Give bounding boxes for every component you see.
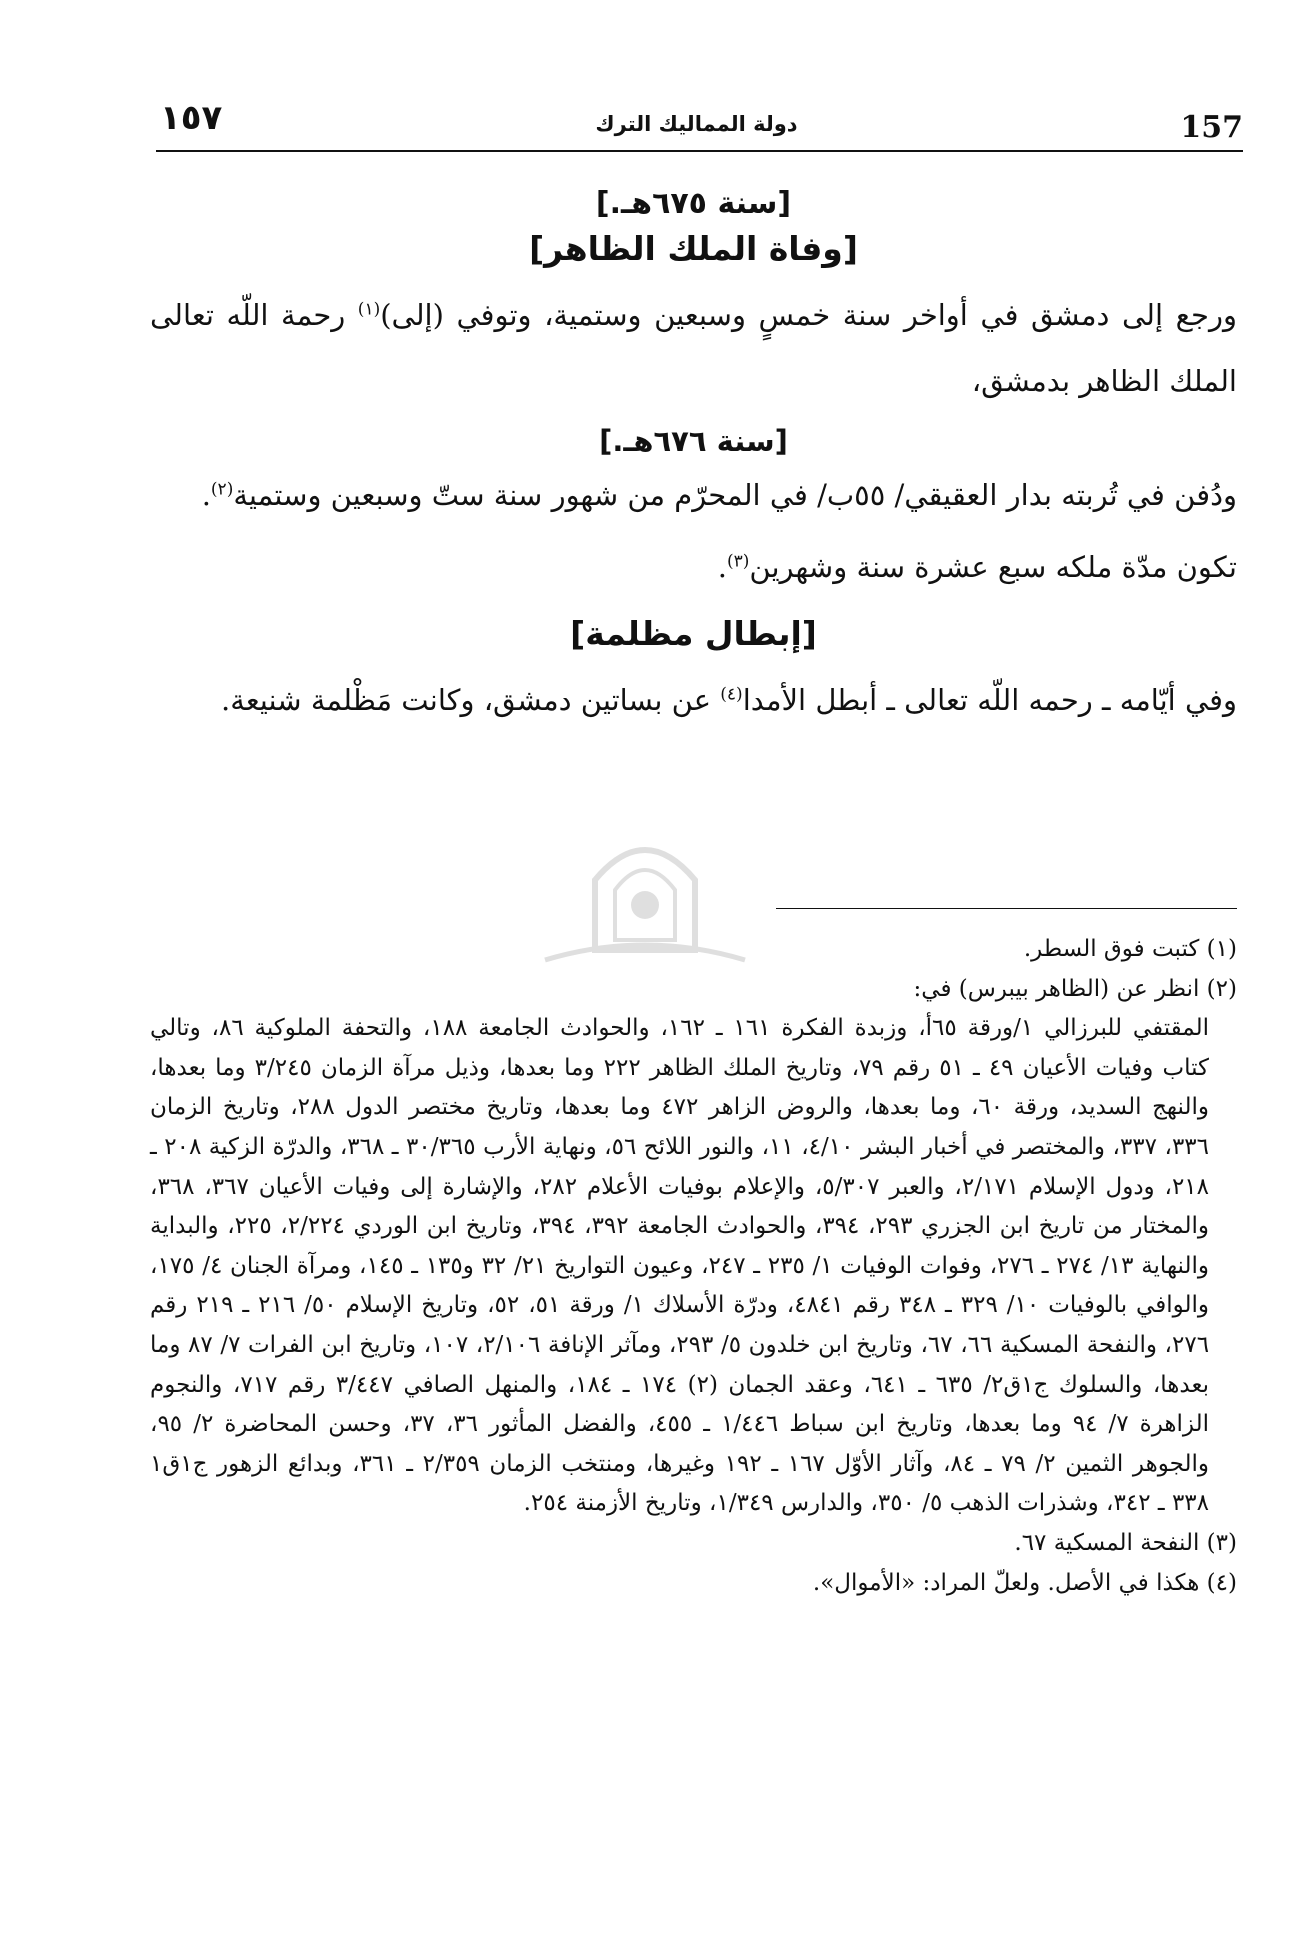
footnote-3: (٣) النفحة المسكية ٦٧. [1014, 1529, 1237, 1556]
paragraph-4-text-a: وفي أيّامه ـ رحمه اللّه تعالى ـ أبطل الأمدا [742, 683, 1237, 717]
year-heading-675: [سنة ٦٧٥هـ.] [595, 186, 792, 221]
paragraph-1 [150, 282, 1237, 414]
footnote-ref-2: (٢) [210, 479, 234, 500]
paragraph-3-text-a: تكون مدّة ملكه سبع عشرة سنة وشهرين [749, 550, 1237, 584]
footnote-2-intro: (٢) انظر عن (الظاهر بيبرس) في: [913, 975, 1237, 1002]
section-heading-abolition: [إبطال مظلمة] [570, 614, 817, 653]
section-heading-death-of-king: [وفاة الملك الظاهر] [529, 229, 858, 268]
page-number-arabic: ١٥٧ [160, 98, 223, 138]
footnote-ref-1: (١) [357, 299, 381, 320]
paragraph-3-text-b: . [717, 550, 727, 584]
year-heading-676: [سنة ٦٧٦هـ.] [599, 424, 788, 458]
paragraph-2-text-a: ودُفن في تُربته بدار العقيقي/ ٥٥ب/ في المحرّم من شهور سنة ستّ وسبعين وستمية [233, 478, 1237, 512]
paragraph-1-text-a: ورجع إلى دمشق في أواخر سنة خمسٍ وسبعين وستمية، وتوفي (إلى) [380, 298, 1237, 332]
paragraph-2 [150, 462, 1237, 528]
page-header [150, 96, 1243, 152]
main-text [150, 186, 1237, 739]
footnote-4: (٤) هكذا في الأصل. ولعلّ المراد: «الأموال». [812, 1569, 1237, 1596]
paragraph-4 [150, 667, 1237, 733]
footnote-1: (١) كتبت فوق السطر. [1023, 936, 1237, 962]
running-title: دولة المماليك الترك [595, 112, 798, 136]
paragraph-3 [150, 534, 1237, 600]
paragraph-4-text-b: عن بساتين دمشق، وكانت مَظْلمة شنيعة. [221, 683, 721, 717]
footnote-2-body: المقتفي للبرزالي ١/ورقة ٦٥أ، وزبدة الفكرة ١٦١ ـ ١٦٢، والحوادث الجامعة ١٨٨، والتحفة الملوكية ٨٦، وتالي كتاب وفيات الأعيان ٤٩ ـ ٥١ رقم ٧٩، وتاريخ الملك الظاهر ٢٢٢ وما بعدها، وذيل مرآة الزمان ٣/٢٤٥ وما بعدها، والنهج السديد، ورقة ٦٠، وما بعدها، والروض الزاهر ٤٧٢ وما بعدها، وتاريخ مختصر الدول ٢٨٨، وتاريخ الزمان ٣٣٦، ٣٣٧، والمختصر في أخبار البشر ٤/١٠، ١١، والنور اللائح ٥٦، ونهاية الأرب ٣٠/٣٦٥ ـ ٣٦٨، والدرّة الزكية ٢٠٨ ـ ٢١٨، ودول الإسلام ٢/١٧١، والعبر ٥/٣٠٧، والإعلام بوفيات الأعلام ٢٨٢، والإشارة إلى وفيات الأعيان ٣٦٧، ٣٦٨، والمختار من تاريخ ابن الجزري ٢٩٣، ٣٩٤، والحوادث الجامعة ٣٩٢، ٣٩٤، وتاريخ ابن الوردي ٢/٢٢٤، ٢٢٥، والبداية والنهاية ١٣/ ٢٧٤ ـ ٢٧٦، وفوات الوفيات ١/ ٢٣٥ ـ ٢٤٧، وعيون التواريخ ٢١/ ٣٢ و١٣٥ ـ ١٤٥، ومرآة الجنان ٤/ ١٧٥، والوافي بالوفيات ١٠/ ٣٢٩ ـ ٣٤٨ رقم ٤٨٤١، ودرّة الأسلاك ١/ ورقة ٥١، ٥٢، وتاريخ الإسلام ٥٠/ ٢١٦ ـ ٢١٩ رقم ٢٧٦، والنفحة المسكية ٦٦، ٦٧، وتاريخ ابن خلدون ٥/ ٢٩٣، ومآثر الإنافة ٢/١٠٦، ١٠٧، وتاريخ ابن الفرات ٧/ ٨٧ وما بعدها، والسلوك ج١ق٢/ ٦٣٥ ـ ٦٤١، وعقد الجمان (٢) ١٧٤ ـ ١٨٤، والمنهل الصافي ٣/٤٤٧ رقم ٧١٧، والنجوم الزاهرة ٧/ ٩٤ وما بعدها، وتاريخ ابن سباط ١/٤٤٦ ـ ٤٥٥، والفضل المأثور ٣٦، ٣٧، وحسن المحاضرة ٢/ ٩٥، والجوهر الثمين ٢/ ٧٩ ـ ٨٤، وآثار الأوّل ١٦٧ ـ ١٩٢ وغيرها، ومنتخب الزمان ٢/٣٥٩ ـ ٣٦١، وبدائع الزهور ج١ق١ ٣٣٨ ـ ٣٤٢، وشذرات الذهب ٥/ ٣٥٠، والدارس ١/٣٤٩، وتاريخ الأزمنة ٢٥٤. [150, 1015, 1210, 1517]
footnote-separator [776, 908, 1237, 909]
page-number-latin: 157 [1180, 110, 1243, 145]
footnote-ref-3: (٣) [726, 551, 750, 572]
paragraph-1-text-b: رحمة اللّه تعالى الملك الظاهر بدمشق، [150, 298, 1237, 398]
footnote-ref-4: (٤) [720, 684, 743, 705]
header-rule [156, 150, 1243, 152]
footnotes [150, 930, 1237, 1603]
paragraph-2-text-b: . [201, 478, 211, 512]
